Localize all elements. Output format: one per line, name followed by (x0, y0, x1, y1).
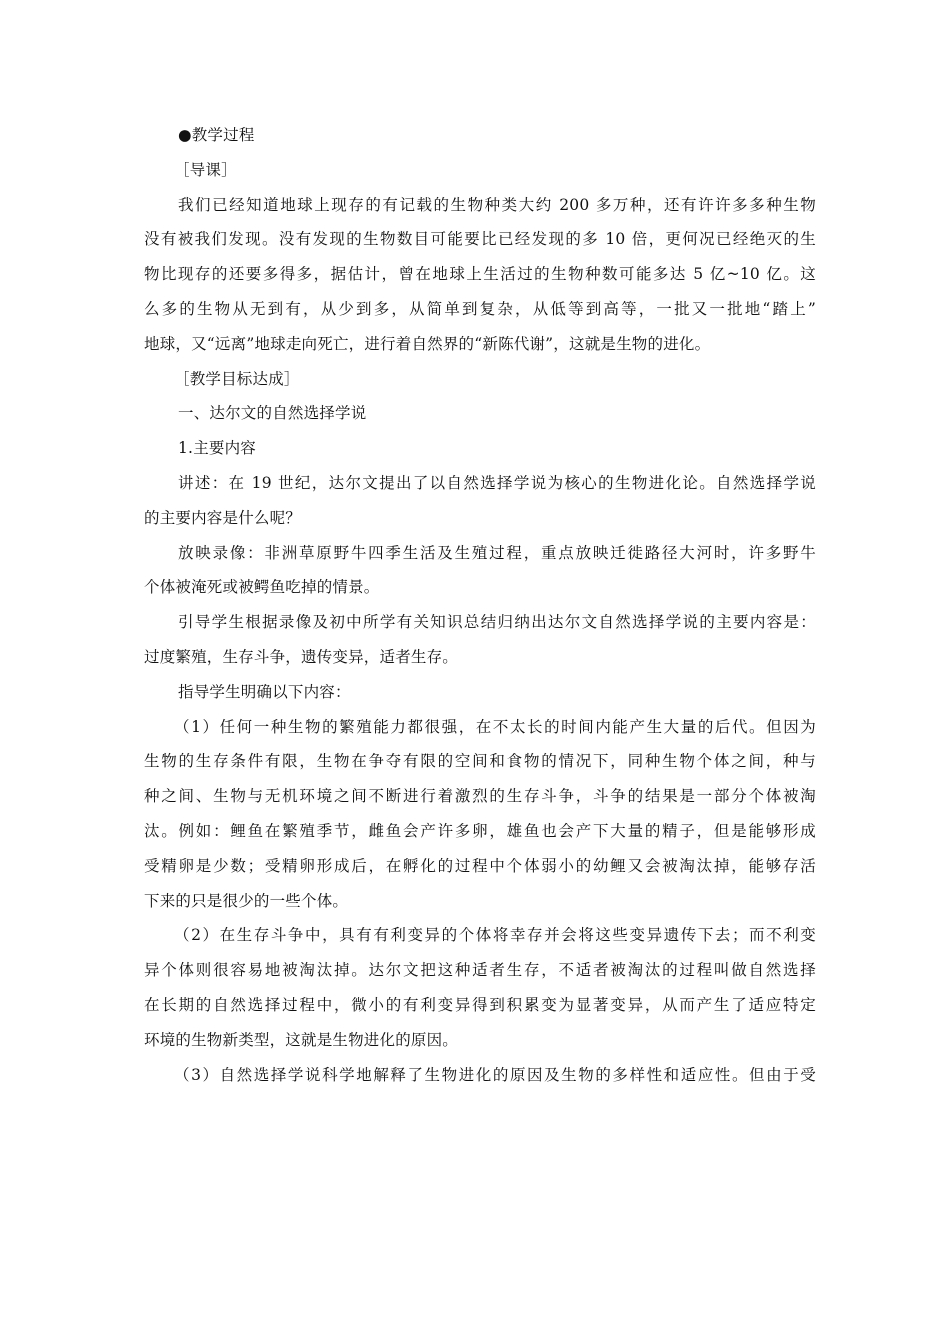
paragraph-line: （1）任何一种生物的繁殖能力都很强，在不太长的时间内能产生大量的后代。但因为 (174, 717, 816, 736)
point-3-paragraph (144, 1058, 816, 1093)
paragraph-line: 生物的生存条件有限，生物在争夺有限的空间和食物的情况下，同种生物个体之间，种与 (144, 752, 816, 771)
video-paragraph (144, 536, 816, 606)
paragraph-line: 异个体则很容易地被淘汰掉。达尔文把这种适者生存，不适者被淘汰的过程叫做自然选择 (144, 961, 816, 980)
paragraph-line: 我们已经知道地球上现存的有记载的生物种类大约 200 多万种，还有许许多多种生物 (178, 195, 816, 214)
direct-line: 指导学生明确以下内容： (178, 682, 351, 701)
paragraph-line: 引导学生根据录像及初中所学有关知识总结归纳出达尔文自然选择学说的主要内容是： (178, 613, 816, 632)
point-2-paragraph (144, 918, 816, 1057)
paragraph-line: 放映录像：非洲草原野牛四季生活及生殖过程，重点放映迁徙路径大河时，许多野牛 (178, 543, 816, 562)
sub-title: 1.主要内容 (178, 439, 256, 458)
part-title: 一、达尔文的自然选择学说 (178, 404, 367, 423)
paragraph-line: 物比现存的还要多得多，据估计，曾在地球上生活过的生物种数可能多达 5 亿~10 亿。这 (144, 265, 816, 284)
document-body (144, 118, 816, 1092)
paragraph-line: 讲述：在 19 世纪，达尔文提出了以自然选择学说为核心的生物进化论。自然选择学说 (178, 473, 816, 492)
heading-teaching-process: ●教学过程 (178, 126, 255, 144)
paragraph-line: 环境的生物新类型，这就是生物进化的原因。 (144, 1030, 459, 1049)
paragraph-line: 受精卵是少数；受精卵形成后，在孵化的过程中个体弱小的幼鲤又会被淘汰掉，能够存活 (144, 856, 816, 875)
paragraph-line: 个体被淹死或被鳄鱼吃掉的情景。 (144, 578, 380, 597)
paragraph-line: 的主要内容是什么呢？ (144, 508, 302, 527)
paragraph-line: 种之间、生物与无机环境之间不断进行着激烈的生存斗争，斗争的结果是一部分个体被淘 (144, 787, 816, 806)
paragraph-line: 过度繁殖，生存斗争，遗传变异，适者生存。 (144, 647, 459, 666)
paragraph-line: 么多的生物从无到有，从少到多，从简单到复杂，从低等到高等，一批又一批地“踏上” (144, 299, 816, 318)
lecture-paragraph (144, 466, 816, 536)
paragraph-line: （3）自然选择学说科学地解释了生物进化的原因及生物的多样性和适应性。但由于受 (174, 1065, 816, 1084)
paragraph-line: 地球，又“远离”地球走向死亡，进行着自然界的“新陈代谢”，这就是生物的进化。 (144, 334, 711, 353)
paragraph-line: 没有被我们发现。没有发现的生物数目可能要比已经发现的多 10 倍，更何况已经绝灭的生 (144, 230, 816, 249)
section-label-goal: ［教学目标达成］ (174, 369, 300, 388)
paragraph-line: 在长期的自然选择过程中，微小的有利变异得到积累变为显著变异，从而产生了适应特定 (144, 995, 816, 1014)
paragraph-line: 下来的只是很少的一些个体。 (144, 891, 349, 910)
paragraph-line: 汰。例如：鲤鱼在繁殖季节，雌鱼会产许多卵，雄鱼也会产下大量的精子，但是能够形成 (144, 821, 816, 840)
intro-paragraph (144, 188, 816, 362)
guide-paragraph (144, 605, 816, 675)
point-1-paragraph (144, 710, 816, 919)
section-label-intro: ［导课］ (174, 160, 237, 179)
paragraph-line: （2）在生存斗争中，具有有利变异的个体将幸存并会将这些变异遗传下去；而不利变 (174, 926, 816, 945)
